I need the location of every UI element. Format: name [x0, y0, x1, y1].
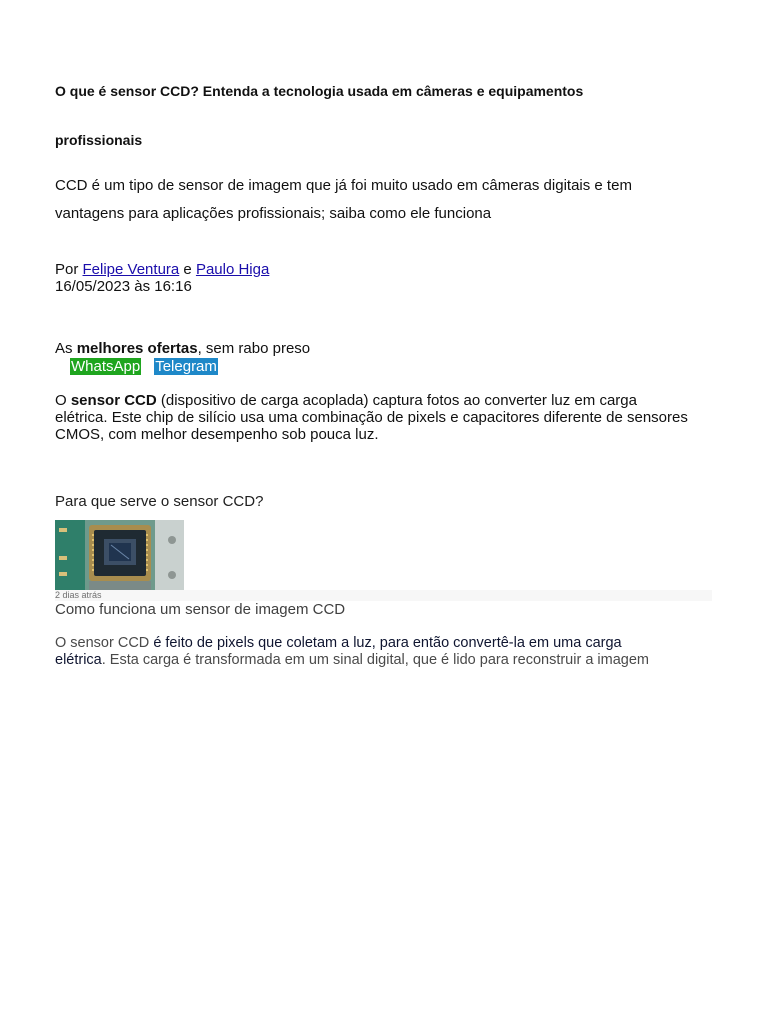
intro-line-2: elétrica. Este chip de silício usa uma combinação de pixels e capacitores diferente de sensores — [55, 409, 688, 426]
card-title-link[interactable]: Como funciona um sensor de imagem CCD — [55, 601, 346, 618]
ccd-chip-icon — [55, 520, 184, 590]
article-title-line-2: profissionais — [55, 132, 143, 148]
subtitle-line-2: vantagens para aplicações profissionais; saiba como ele funciona — [55, 205, 492, 222]
intro-line-3: CMOS, com melhor desempenho sob pouca luz. — [55, 426, 379, 443]
byline — [55, 261, 269, 295]
snippet-rest: . Esta carga é transformada em um sinal digital, que é lido para reconstruir a imagem — [101, 652, 649, 668]
snippet-part-1: O sensor CCD — [55, 635, 150, 651]
offers-line — [55, 340, 310, 357]
snippet-highlight-2: elétrica — [55, 652, 102, 668]
author-link-paulo-higa[interactable]: Paulo Higa — [195, 261, 270, 278]
snippet-highlight-1: é feito de pixels que coletam a luz, para então convertê-la em uma carga — [153, 635, 622, 651]
whatsapp-button[interactable]: WhatsApp — [71, 358, 141, 375]
offers-bold: melhores ofertas — [76, 340, 198, 357]
section-heading: Para que serve o sensor CCD? — [55, 493, 264, 510]
article-title-line-1: O que é sensor CCD? Entenda a tecnologia usada em câmeras e equipamentos — [55, 83, 584, 99]
intro-paragraph — [55, 392, 715, 443]
card-snippet — [55, 635, 715, 669]
subtitle-line-1: CCD é um tipo de sensor de imagem que já foi muito usado em câmeras digitais e tem — [55, 177, 632, 194]
article-subtitle — [55, 172, 715, 228]
offers-prefix: As — [55, 340, 73, 357]
byline-joiner: e — [183, 261, 192, 278]
telegram-button[interactable]: Telegram — [155, 358, 217, 375]
publish-date: 16/05/2023 às 16:16 — [55, 278, 192, 295]
card-bar — [55, 590, 712, 601]
byline-prefix: Por — [55, 261, 79, 278]
intro-line-1: (dispositivo de carga acoplada) captura fotos ao converter luz em carga — [160, 392, 637, 409]
offers-suffix: , sem rabo preso — [197, 340, 311, 357]
share-buttons — [70, 358, 218, 375]
card-time-ago: 2 dias atrás — [55, 590, 102, 600]
intro-bold: sensor CCD — [70, 392, 157, 409]
intro-prefix: O — [55, 392, 67, 409]
ccd-chip-image[interactable] — [55, 520, 184, 590]
author-link-felipe-ventura[interactable]: Felipe Ventura — [82, 261, 180, 278]
